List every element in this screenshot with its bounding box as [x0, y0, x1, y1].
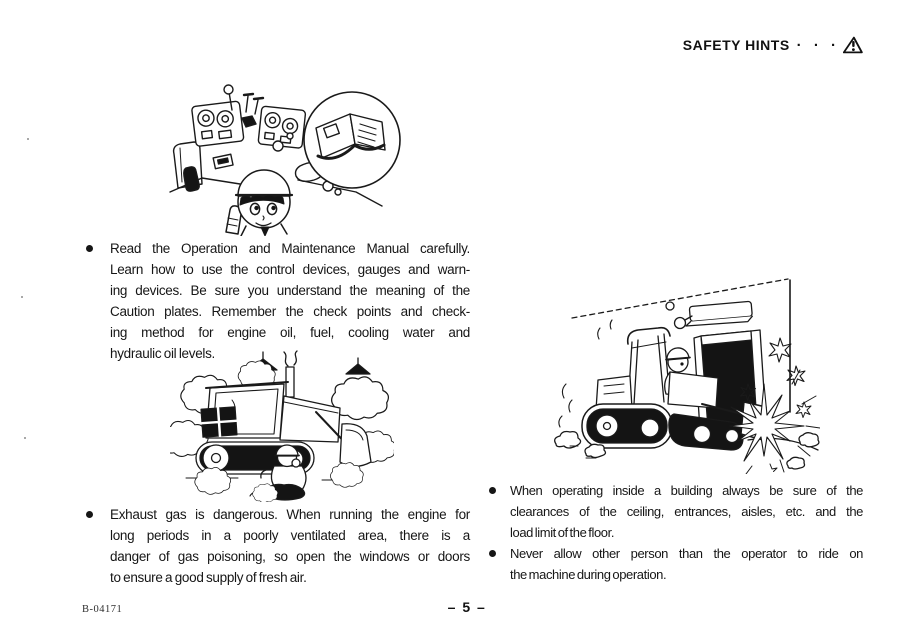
illustration-read-manual: [168, 84, 408, 236]
scan-speck: [24, 437, 26, 439]
text-line: Read the Operation and Maintenance Manual carefully.: [110, 241, 470, 256]
text-line: ing devices. Be sure you understand the meaning of the: [110, 283, 470, 298]
text-line: Never allow other person than the operator to ride on: [510, 546, 863, 561]
illustration-exhaust-gas: [170, 350, 394, 502]
text-line: hydraulic oil levels.: [110, 346, 216, 361]
page-header: [683, 36, 863, 54]
text-line: Exhaust gas is dangerous. When running the engine for: [110, 507, 470, 522]
door-lamp: [675, 318, 686, 329]
bullet-text: [110, 238, 470, 364]
bullet-marker: [86, 511, 93, 518]
text-line: When operating inside a building always be sure of the: [510, 483, 863, 498]
text-line: to ensure a good supply of fresh air.: [110, 570, 307, 585]
text-line: load limit of the floor.: [510, 525, 615, 540]
text-line: ing method for engine oil, fuel, cooling water and: [110, 325, 470, 340]
text-line: clearances of the ceiling, entrances, aisles, etc. and the: [510, 504, 863, 519]
text-line: long periods in a poorly ventilated area, there is a: [110, 528, 470, 543]
gauge-panel-left: [191, 101, 244, 147]
necktie: [261, 227, 269, 236]
bullet-marker: [489, 550, 496, 557]
header-dots: · · ·: [796, 36, 840, 54]
console-edge: [170, 178, 240, 192]
right-column: [487, 480, 863, 585]
door-sign: [684, 301, 752, 327]
scan-speck: [21, 296, 23, 298]
control-handle: [184, 167, 199, 191]
exhaust-smoke: [284, 352, 288, 366]
bullet-item-no-riders: [487, 543, 863, 585]
bullet-item-inside-building: [487, 480, 863, 543]
bullet-text: [510, 480, 863, 543]
text-line: Learn how to use the control devices, gauges and warn-: [110, 262, 470, 277]
bullet-item-exhaust-gas: [84, 504, 470, 588]
warning-triangle-icon: [843, 36, 863, 54]
illustration-building-clearance: [552, 276, 820, 474]
hard-hat: [238, 170, 290, 196]
bullet-item-read-manual: [84, 238, 470, 364]
operator-figure: [226, 170, 292, 236]
bullet-text: [510, 543, 863, 585]
wall-top-edge: [572, 279, 788, 318]
spark-star: [769, 338, 791, 362]
text-line: the machine during operation.: [510, 567, 667, 582]
text-line: danger of gas poisoning, so open the windows or doors: [110, 549, 470, 564]
thought-bubble-tail: [273, 141, 283, 151]
text-line: Caution plates. Remember the check points and check-: [110, 304, 470, 319]
blade: [340, 424, 371, 467]
page-number: – 5 –: [447, 599, 487, 615]
scan-speck: [27, 138, 29, 140]
bullet-marker: [86, 245, 93, 252]
bullet-marker: [489, 487, 496, 494]
header-title: SAFETY HINTS: [682, 37, 790, 53]
footer-form-code: B-04171: [82, 604, 123, 615]
bullet-text: [110, 504, 470, 588]
